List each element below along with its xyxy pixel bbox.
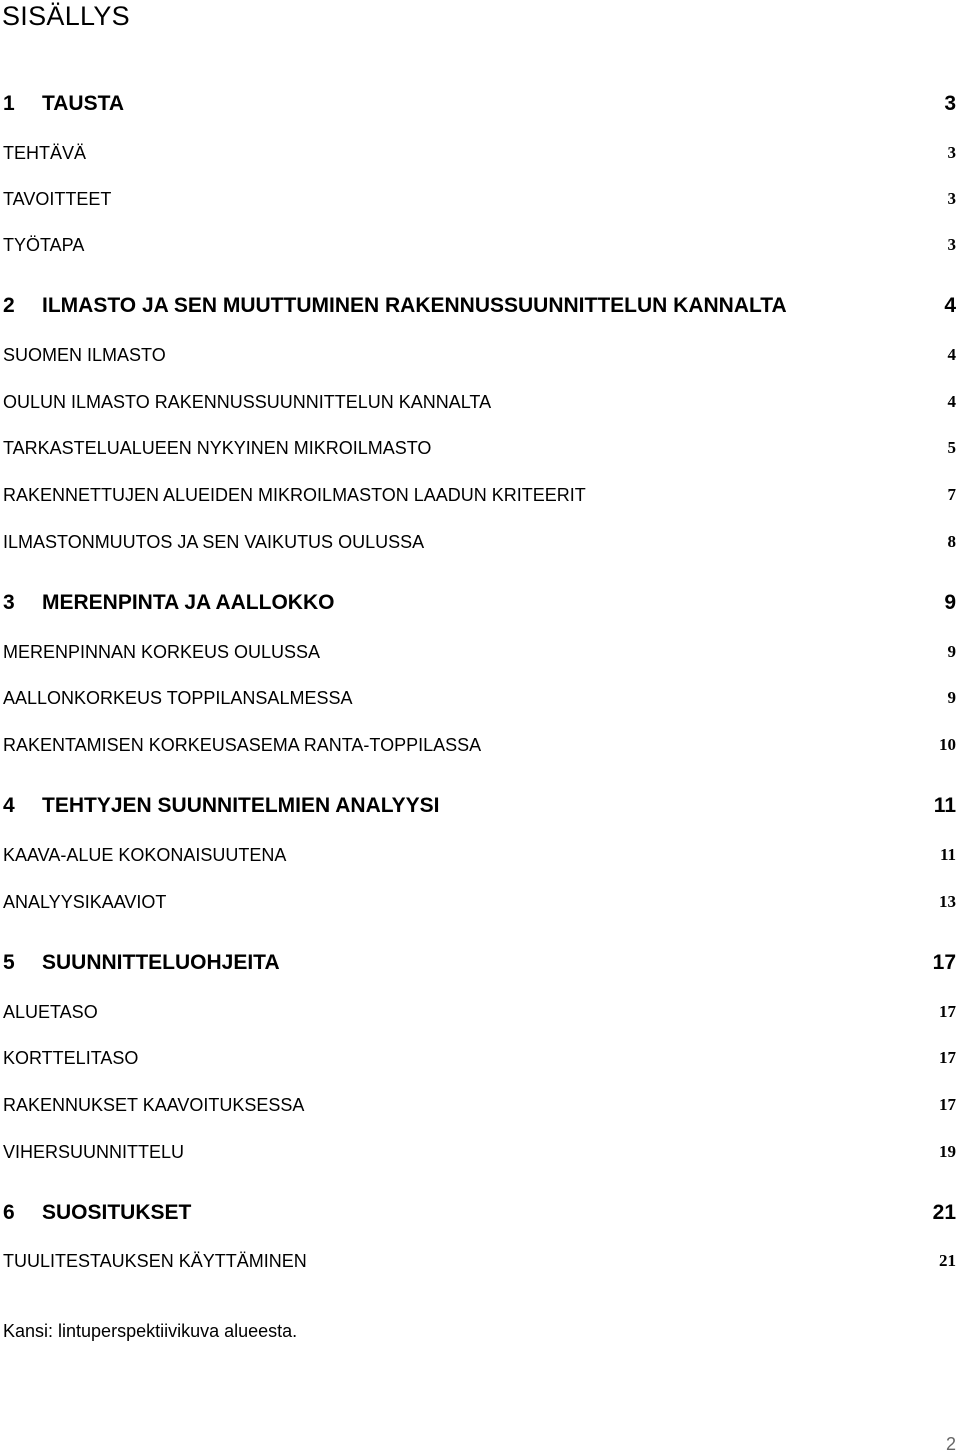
chapter-title: SUUNNITTELUOHJEITA	[42, 951, 280, 974]
entry-page: 17	[939, 1095, 956, 1114]
entry-title: TARKASTELUALUEEN NYKYINEN MIKROILMASTO	[3, 437, 432, 458]
entry-title: TEHTÄVÄ	[3, 142, 87, 163]
toc-entry-tehtava[interactable]	[3, 140, 956, 166]
chapter-number: 1	[3, 92, 15, 115]
entry-title: SUOMEN ILMASTO	[3, 344, 166, 365]
toc-entry-mikroilmasto[interactable]	[3, 435, 956, 461]
toc-entry-aallonkorkeus[interactable]	[3, 685, 956, 711]
chapter-page: 4	[944, 294, 956, 317]
entry-title: MERENPINNAN KORKEUS OULUSSA	[3, 641, 321, 662]
toc-entry-laadun-kriteerit[interactable]	[3, 482, 956, 508]
entry-page: 3	[947, 235, 956, 254]
toc-entry-tyotapa[interactable]	[3, 232, 956, 258]
entry-title: ALUETASO	[3, 1001, 98, 1022]
toc-chapter-5[interactable]	[3, 947, 956, 979]
entry-title: ANALYYSIKAAVIOT	[3, 891, 167, 912]
entry-page: 11	[939, 845, 956, 864]
entry-page: 8	[947, 532, 956, 551]
chapter-page: 11	[933, 794, 956, 817]
chapter-page: 3	[944, 92, 956, 115]
toc-chapter-3[interactable]	[3, 587, 956, 619]
toc-chapter-6[interactable]	[3, 1197, 956, 1229]
entry-title: TYÖTAPA	[3, 234, 85, 255]
toc-entry-kaava-alue[interactable]	[3, 842, 956, 868]
chapter-title: MERENPINTA JA AALLOKKO	[42, 591, 335, 614]
chapter-number: 6	[3, 1201, 15, 1224]
toc-chapter-2[interactable]	[3, 290, 956, 322]
entry-page: 21	[939, 1251, 956, 1270]
toc-chapter-4[interactable]	[3, 790, 956, 822]
chapter-title: TAUSTA	[42, 92, 125, 115]
entry-title: OULUN ILMASTO RAKENNUSSUUNNITTELUN KANNALTA	[3, 391, 492, 412]
chapter-number: 2	[3, 294, 15, 317]
toc-entry-merenpinnan-korkeus[interactable]	[3, 639, 956, 665]
toc-entry-analyysikaaviot[interactable]	[3, 889, 956, 915]
toc-entry-vihersuunnittelu[interactable]	[3, 1139, 956, 1165]
chapter-page: 17	[932, 951, 956, 974]
chapter-number: 4	[3, 794, 15, 817]
entry-title: RAKENNETTUJEN ALUEIDEN MIKROILMASTON LAADUN KRITEERIT	[3, 484, 586, 505]
entry-title: AALLONKORKEUS TOPPILANSALMESSA	[3, 687, 353, 708]
entry-page: 13	[939, 892, 956, 911]
entry-page: 7	[947, 485, 956, 504]
toc-entry-aluetaso[interactable]	[3, 999, 956, 1025]
toc-entry-oulun-ilmasto[interactable]	[3, 389, 956, 415]
entry-page: 17	[939, 1048, 956, 1067]
chapter-number: 5	[3, 951, 15, 974]
entry-page: 10	[939, 735, 956, 754]
chapter-title: TEHTYJEN SUUNNITELMIEN ANALYYSI	[42, 794, 440, 817]
chapter-title: ILMASTO JA SEN MUUTTUMINEN RAKENNUSSUUNNITTELUN KANNALTA	[42, 294, 787, 317]
entry-page: 9	[947, 642, 956, 661]
chapter-number: 3	[3, 591, 15, 614]
chapter-page: 21	[932, 1201, 956, 1224]
entry-title: TUULITESTAUKSEN KÄYTTÄMINEN	[3, 1250, 307, 1271]
entry-title: RAKENTAMISEN KORKEUSASEMA RANTA-TOPPILASSA	[3, 734, 482, 755]
toc-entry-tuulitestaus[interactable]	[3, 1248, 956, 1274]
toc-entry-rakennukset[interactable]	[3, 1092, 956, 1118]
entry-page: 3	[947, 189, 956, 208]
chapter-title: SUOSITUKSET	[42, 1201, 192, 1224]
cover-caption: Kansi: lintuperspektiivikuva alueesta.	[3, 1321, 298, 1341]
toc-entry-korttelitaso[interactable]	[3, 1045, 956, 1071]
toc-chapter-1[interactable]	[3, 88, 956, 120]
entry-page: 5	[947, 438, 956, 457]
entry-page: 4	[947, 392, 956, 411]
toc-entry-suomen-ilmasto[interactable]	[3, 342, 956, 368]
page-number: 2	[945, 1434, 956, 1454]
entry-title: ILMASTONMUUTOS JA SEN VAIKUTUS OULUSSA	[3, 531, 425, 552]
entry-page: 17	[939, 1002, 956, 1021]
entry-title: VIHERSUUNNITTELU	[3, 1141, 185, 1162]
chapter-page: 9	[944, 591, 956, 614]
entry-title: RAKENNUKSET KAAVOITUKSESSA	[3, 1094, 305, 1115]
entry-title: KORTTELITASO	[3, 1047, 139, 1068]
entry-page: 3	[947, 143, 956, 162]
entry-page: 9	[947, 688, 956, 707]
entry-title: TAVOITTEET	[3, 188, 112, 209]
toc-entry-korkeusasema[interactable]	[3, 732, 956, 758]
entry-title: KAAVA-ALUE KOKONAISUUTENA	[3, 844, 287, 865]
entry-page: 4	[947, 345, 956, 364]
toc-entry-ilmastonmuutos[interactable]	[3, 529, 956, 555]
entry-page: 19	[939, 1142, 956, 1161]
toc-entry-tavoitteet[interactable]	[3, 186, 956, 212]
page-title: SISÄLLYS	[2, 1, 130, 31]
